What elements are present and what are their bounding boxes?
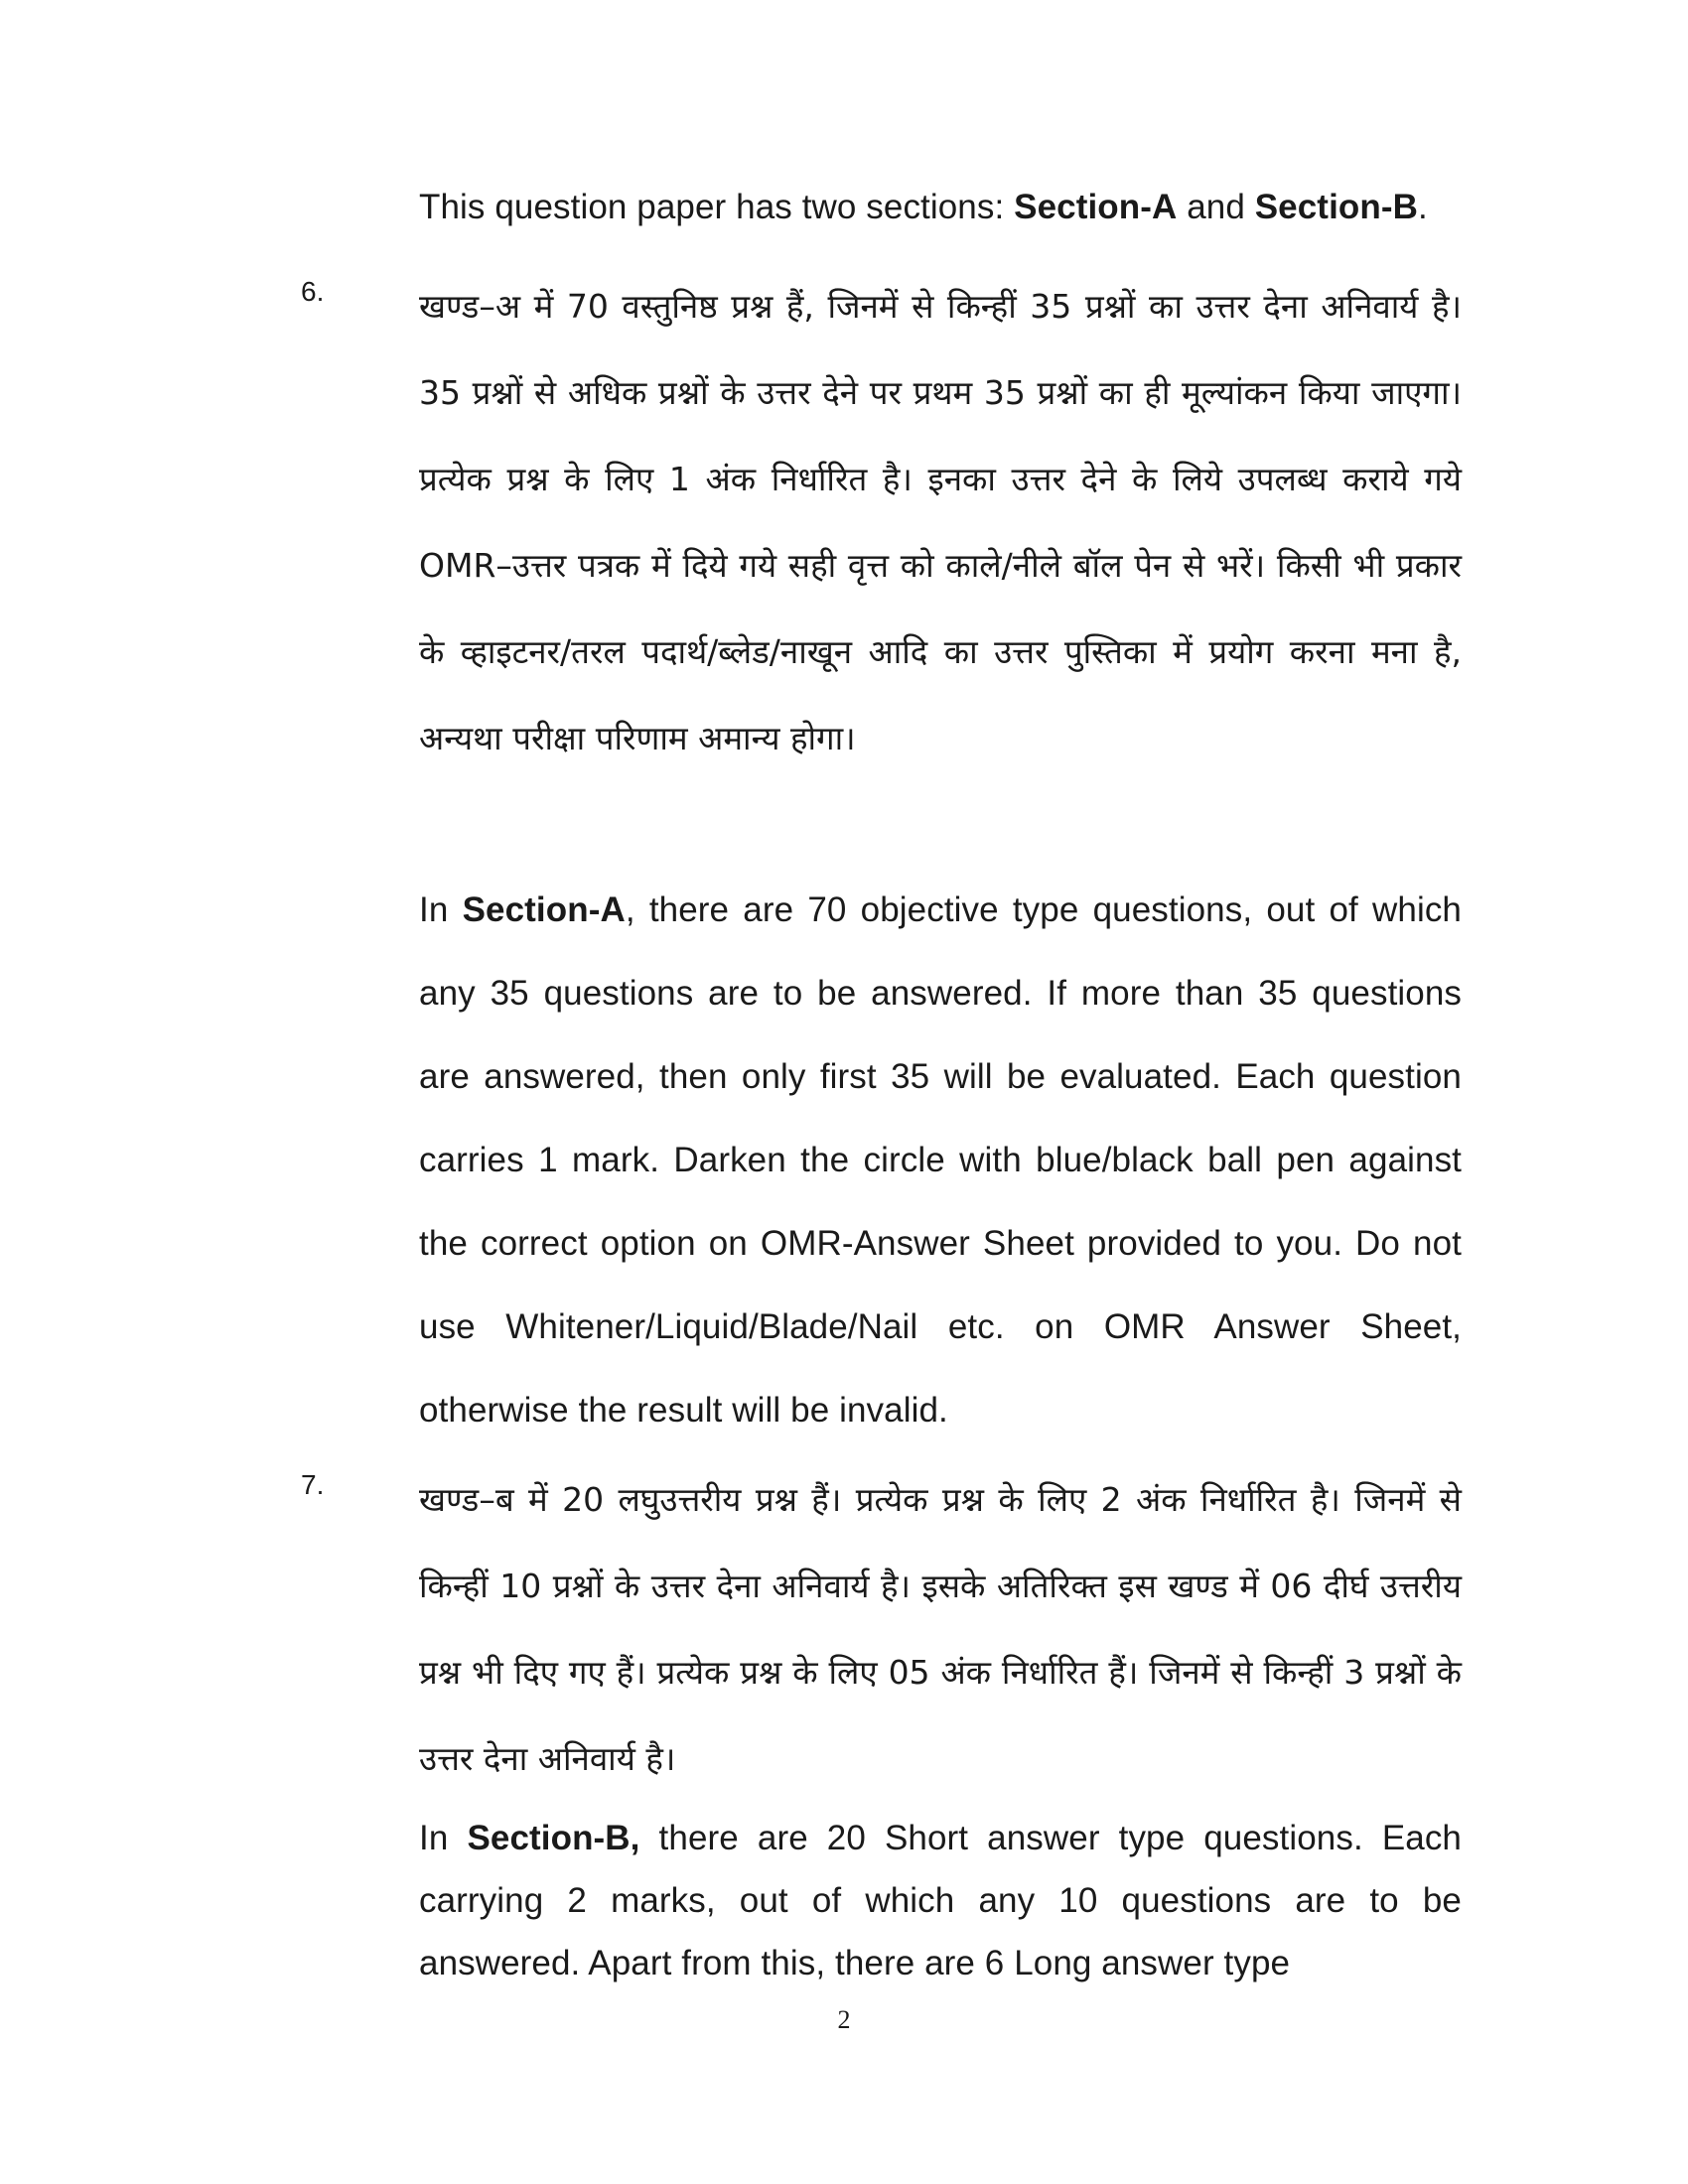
intro-and: and bbox=[1177, 188, 1255, 226]
item-6-english-paragraph bbox=[419, 869, 1462, 1452]
item-7-english-paragraph bbox=[419, 1807, 1462, 1994]
item-6-english-pre: In bbox=[419, 890, 463, 929]
item-7-english-rest: there are 20 Short answer type questions. Each carrying 2 marks, out of which any 10 questions are to be answered. Apart from this, there are 6 Long answer type bbox=[419, 1819, 1462, 1982]
item-6-english-rest: , there are 70 objective type questions, out of which any 35 questions are to be answered. If more than 35 questions are answered, then only first 35 will be evaluated. Each question carries 1 mark. Darken the circle with blue/black ball pen against the correct option on OMR-Answer Sheet provided to you. Do not use Whitener/Liquid/Blade/Nail etc. on OMR Answer Sheet, otherwise the result will be invalid. bbox=[419, 890, 1462, 1430]
intro-section-a: Section-A bbox=[1014, 188, 1178, 226]
item-7-number: 7. bbox=[301, 1469, 325, 1500]
intro-section-b: Section-B bbox=[1254, 188, 1418, 226]
intro-end: . bbox=[1417, 188, 1428, 226]
intro-text: This question paper has two sections: bbox=[419, 188, 1015, 226]
item-7-english-bold: Section-B, bbox=[467, 1819, 640, 1857]
page-number: 2 bbox=[837, 2005, 851, 2034]
item-6-number: 6. bbox=[301, 276, 325, 307]
item-6-english-bold: Section-A bbox=[462, 890, 626, 929]
item-7-english-pre: In bbox=[419, 1819, 468, 1857]
item-6-hindi-paragraph: खण्ड–अ में 70 वस्तुनिष्ठ प्रश्न हैं, जिनमें से किन्हीं 35 प्रश्नों का उत्तर देना अनिवार्य है। 35 प्रश्नों से अधिक प्रश्नों के उत्तर देने पर प्रथम 35 प्रश्नों का ही मूल्यांकन किया जाएगा। प्रत्येक प्रश्न के लिए 1 अंक निर्धारित है। इनका उत्तर देने के लिये उपलब्ध कराये गये OMR–उत्तर पत्रक में दिये गये सही वृत्त को काले/नीले बॉल पेन से भरें। किसी भी प्रकार के व्हाइटनर/तरल पदार्थ/ब्लेड/नाखून आदि का उत्तर पुस्तिका में प्रयोग करना मना है, अन्यथा परीक्षा परिणाम अमान्य होगा। bbox=[419, 287, 1462, 757]
intro-line bbox=[419, 184, 1462, 231]
item-7-hindi-paragraph: खण्ड–ब में 20 लघुउत्तरीय प्रश्न हैं। प्रत्येक प्रश्न के लिए 2 अंक निर्धारित है। जिनमें से किन्हीं 10 प्रश्नों के उत्तर देना अनिवार्य है। इसके अतिरिक्त इस खण्ड में 06 दीर्घ उत्तरीय प्रश्न भी दिए गए हैं। प्रत्येक प्रश्न के लिए 05 अंक निर्धारित हैं। जिनमें से किन्हीं 3 प्रश्नों के उत्तर देना अनिवार्य है। bbox=[419, 1480, 1462, 1778]
